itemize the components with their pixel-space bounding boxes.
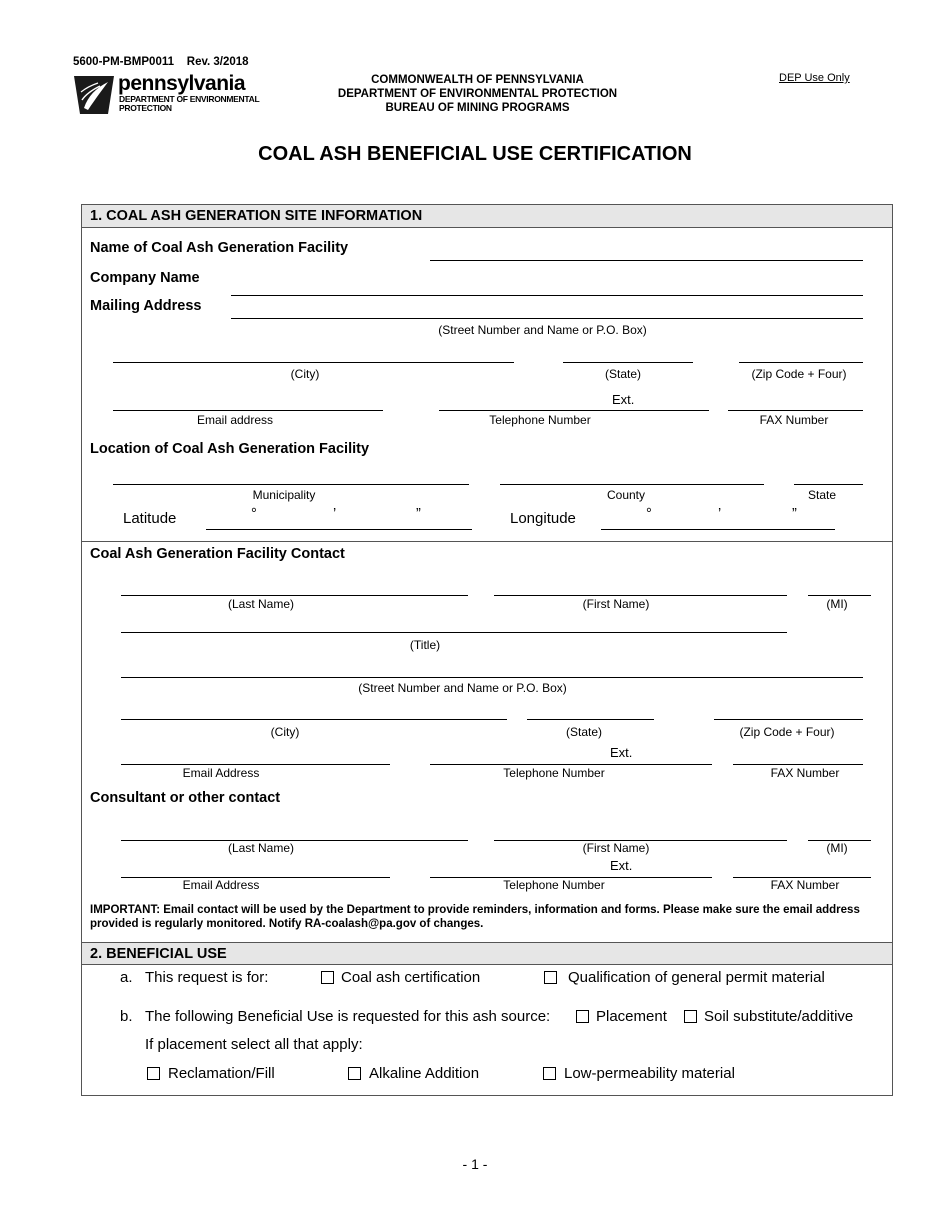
first-name-caption: (First Name) — [582, 597, 650, 611]
pa-dep-logo — [72, 74, 272, 118]
contact-first-name-field[interactable] — [494, 595, 787, 596]
agency-line-3: BUREAU OF MINING PROGRAMS — [385, 102, 570, 114]
contact-title-field[interactable] — [121, 632, 787, 633]
contact-fax-caption: FAX Number — [770, 766, 840, 780]
contact-ext-label: Ext. — [610, 745, 633, 760]
phone-caption: Telephone Number — [489, 413, 591, 427]
if-placement-text: If placement select all that apply: — [145, 1036, 363, 1053]
contact-phone-caption: Telephone Number — [503, 766, 605, 780]
municipality-caption: Municipality — [252, 488, 316, 502]
item-b-prefix: b. — [120, 1008, 133, 1025]
low-permeability-label: Low-permeability material — [564, 1065, 735, 1082]
municipality-field[interactable] — [113, 484, 469, 485]
contact-state-caption: (State) — [565, 725, 602, 739]
contact-fax-field[interactable] — [733, 764, 863, 765]
consultant-phone-caption: Telephone Number — [503, 878, 605, 892]
latitude-label: Latitude — [123, 510, 177, 527]
qualification-label: Qualification of general permit material — [568, 969, 825, 986]
coal-ash-certification-label: Coal ash certification — [341, 969, 481, 986]
dep-use-only: DEP Use Only — [779, 72, 850, 84]
street-caption: (Street Number and Name or P.O. Box) — [438, 323, 647, 337]
alkaline-addition-checkbox[interactable] — [348, 1067, 361, 1080]
low-permeability-checkbox[interactable] — [543, 1067, 556, 1080]
section-2-heading: 2. BENEFICIAL USE — [82, 942, 892, 965]
lat-second-symbol: ” — [416, 506, 421, 522]
company-name-label: Company Name — [90, 270, 200, 286]
facility-fax-field[interactable] — [728, 410, 863, 411]
reclamation-label: Reclamation/Fill — [168, 1065, 275, 1082]
page-number: - 1 - — [462, 1156, 488, 1172]
lon-second-symbol: ” — [792, 506, 797, 522]
company-name-field[interactable] — [231, 295, 863, 296]
logo-wordmark: pennsylvania — [118, 72, 246, 95]
item-a-text: This request is for: — [145, 969, 269, 986]
facility-contact-label: Coal Ash Generation Facility Contact — [90, 546, 345, 562]
state-plain-caption: State — [807, 488, 837, 502]
agency-block — [300, 73, 655, 115]
consultant-fax-caption: FAX Number — [770, 878, 840, 892]
placement-checkbox[interactable] — [576, 1010, 589, 1023]
ext-label: Ext. — [612, 392, 635, 407]
mailing-state-field[interactable] — [563, 362, 693, 363]
consultant-first-caption: (First Name) — [582, 841, 650, 855]
contact-zip-field[interactable] — [714, 719, 863, 720]
contact-street-field[interactable] — [121, 677, 863, 678]
consultant-label: Consultant or other contact — [90, 790, 281, 806]
agency-line-2: DEPARTMENT OF ENVIRONMENTAL PROTECTION — [337, 88, 618, 100]
contact-zip-caption: (Zip Code + Four) — [739, 725, 835, 739]
lat-minute-symbol: ’ — [333, 506, 337, 522]
zip-caption: (Zip Code + Four) — [751, 367, 847, 381]
contact-city-field[interactable] — [121, 719, 507, 720]
county-caption: County — [606, 488, 646, 502]
alkaline-addition-label: Alkaline Addition — [369, 1065, 480, 1082]
last-name-caption: (Last Name) — [227, 597, 295, 611]
soil-substitute-checkbox[interactable] — [684, 1010, 697, 1023]
consultant-ext-label: Ext. — [610, 858, 633, 873]
mailing-street-field[interactable] — [231, 318, 863, 319]
mailing-city-field[interactable] — [113, 362, 514, 363]
state-field[interactable] — [794, 484, 863, 485]
important-notice: IMPORTANT: Email contact will be used by the Department to provide reminders, information and forms. Please make sure the email address provided is regularly monitored. Notify RA-coalash@pa.gov of changes. — [90, 904, 860, 930]
qualification-checkbox[interactable] — [544, 971, 557, 984]
contact-city-caption: (City) — [270, 725, 300, 739]
section-1-heading: 1. COAL ASH GENERATION SITE INFORMATION — [82, 205, 892, 228]
page-title: COAL ASH BENEFICIAL USE CERTIFICATION — [258, 143, 692, 165]
facility-phone-field[interactable] — [439, 410, 709, 411]
mailing-address-label: Mailing Address — [90, 298, 202, 314]
coal-ash-certification-checkbox[interactable] — [321, 971, 334, 984]
mi-caption: (MI) — [826, 597, 848, 611]
longitude-label: Longitude — [510, 510, 576, 527]
lon-degree-symbol: ° — [646, 506, 652, 522]
longitude-field[interactable] — [601, 529, 835, 530]
item-a-prefix: a. — [120, 969, 133, 986]
email-caption: Email address — [196, 413, 274, 427]
contact-email-caption: Email Address — [182, 766, 260, 780]
agency-line-1: COMMONWEALTH OF PENNSYLVANIA — [371, 74, 584, 86]
facility-email-field[interactable] — [113, 410, 383, 411]
contact-mi-field[interactable] — [808, 595, 871, 596]
consultant-last-caption: (Last Name) — [227, 841, 295, 855]
facility-name-field[interactable] — [430, 260, 863, 261]
soil-substitute-label: Soil substitute/additive — [704, 1008, 854, 1025]
contact-divider — [82, 541, 892, 542]
location-label: Location of Coal Ash Generation Facility — [90, 441, 370, 457]
item-b-text: The following Beneficial Use is requested for this ash source: — [145, 1008, 551, 1025]
lat-degree-symbol: ° — [251, 506, 257, 522]
reclamation-checkbox[interactable] — [147, 1067, 160, 1080]
form-code: 5600-PM-BMP0011 Rev. 3/2018 — [73, 56, 249, 68]
placement-label: Placement — [596, 1008, 667, 1025]
consultant-mi-caption: (MI) — [826, 841, 848, 855]
contact-last-name-field[interactable] — [121, 595, 468, 596]
contact-state-field[interactable] — [527, 719, 654, 720]
latitude-field[interactable] — [206, 529, 472, 530]
fax-caption: FAX Number — [759, 413, 829, 427]
contact-email-field[interactable] — [121, 764, 390, 765]
title-caption: (Title) — [409, 638, 441, 652]
mailing-zip-field[interactable] — [739, 362, 863, 363]
facility-name-label: Name of Coal Ash Generation Facility — [90, 240, 349, 256]
consultant-email-caption: Email Address — [182, 878, 260, 892]
keystone-leaf-icon — [72, 74, 116, 116]
city-caption: (City) — [290, 367, 320, 381]
state-caption: (State) — [604, 367, 641, 381]
county-field[interactable] — [500, 484, 764, 485]
contact-street-caption: (Street Number and Name or P.O. Box) — [358, 681, 567, 695]
contact-phone-field[interactable] — [430, 764, 712, 765]
logo-subtitle: DEPARTMENT OF ENVIRONMENTAL PROTECTION — [119, 94, 260, 113]
lon-minute-symbol: ’ — [718, 506, 722, 522]
